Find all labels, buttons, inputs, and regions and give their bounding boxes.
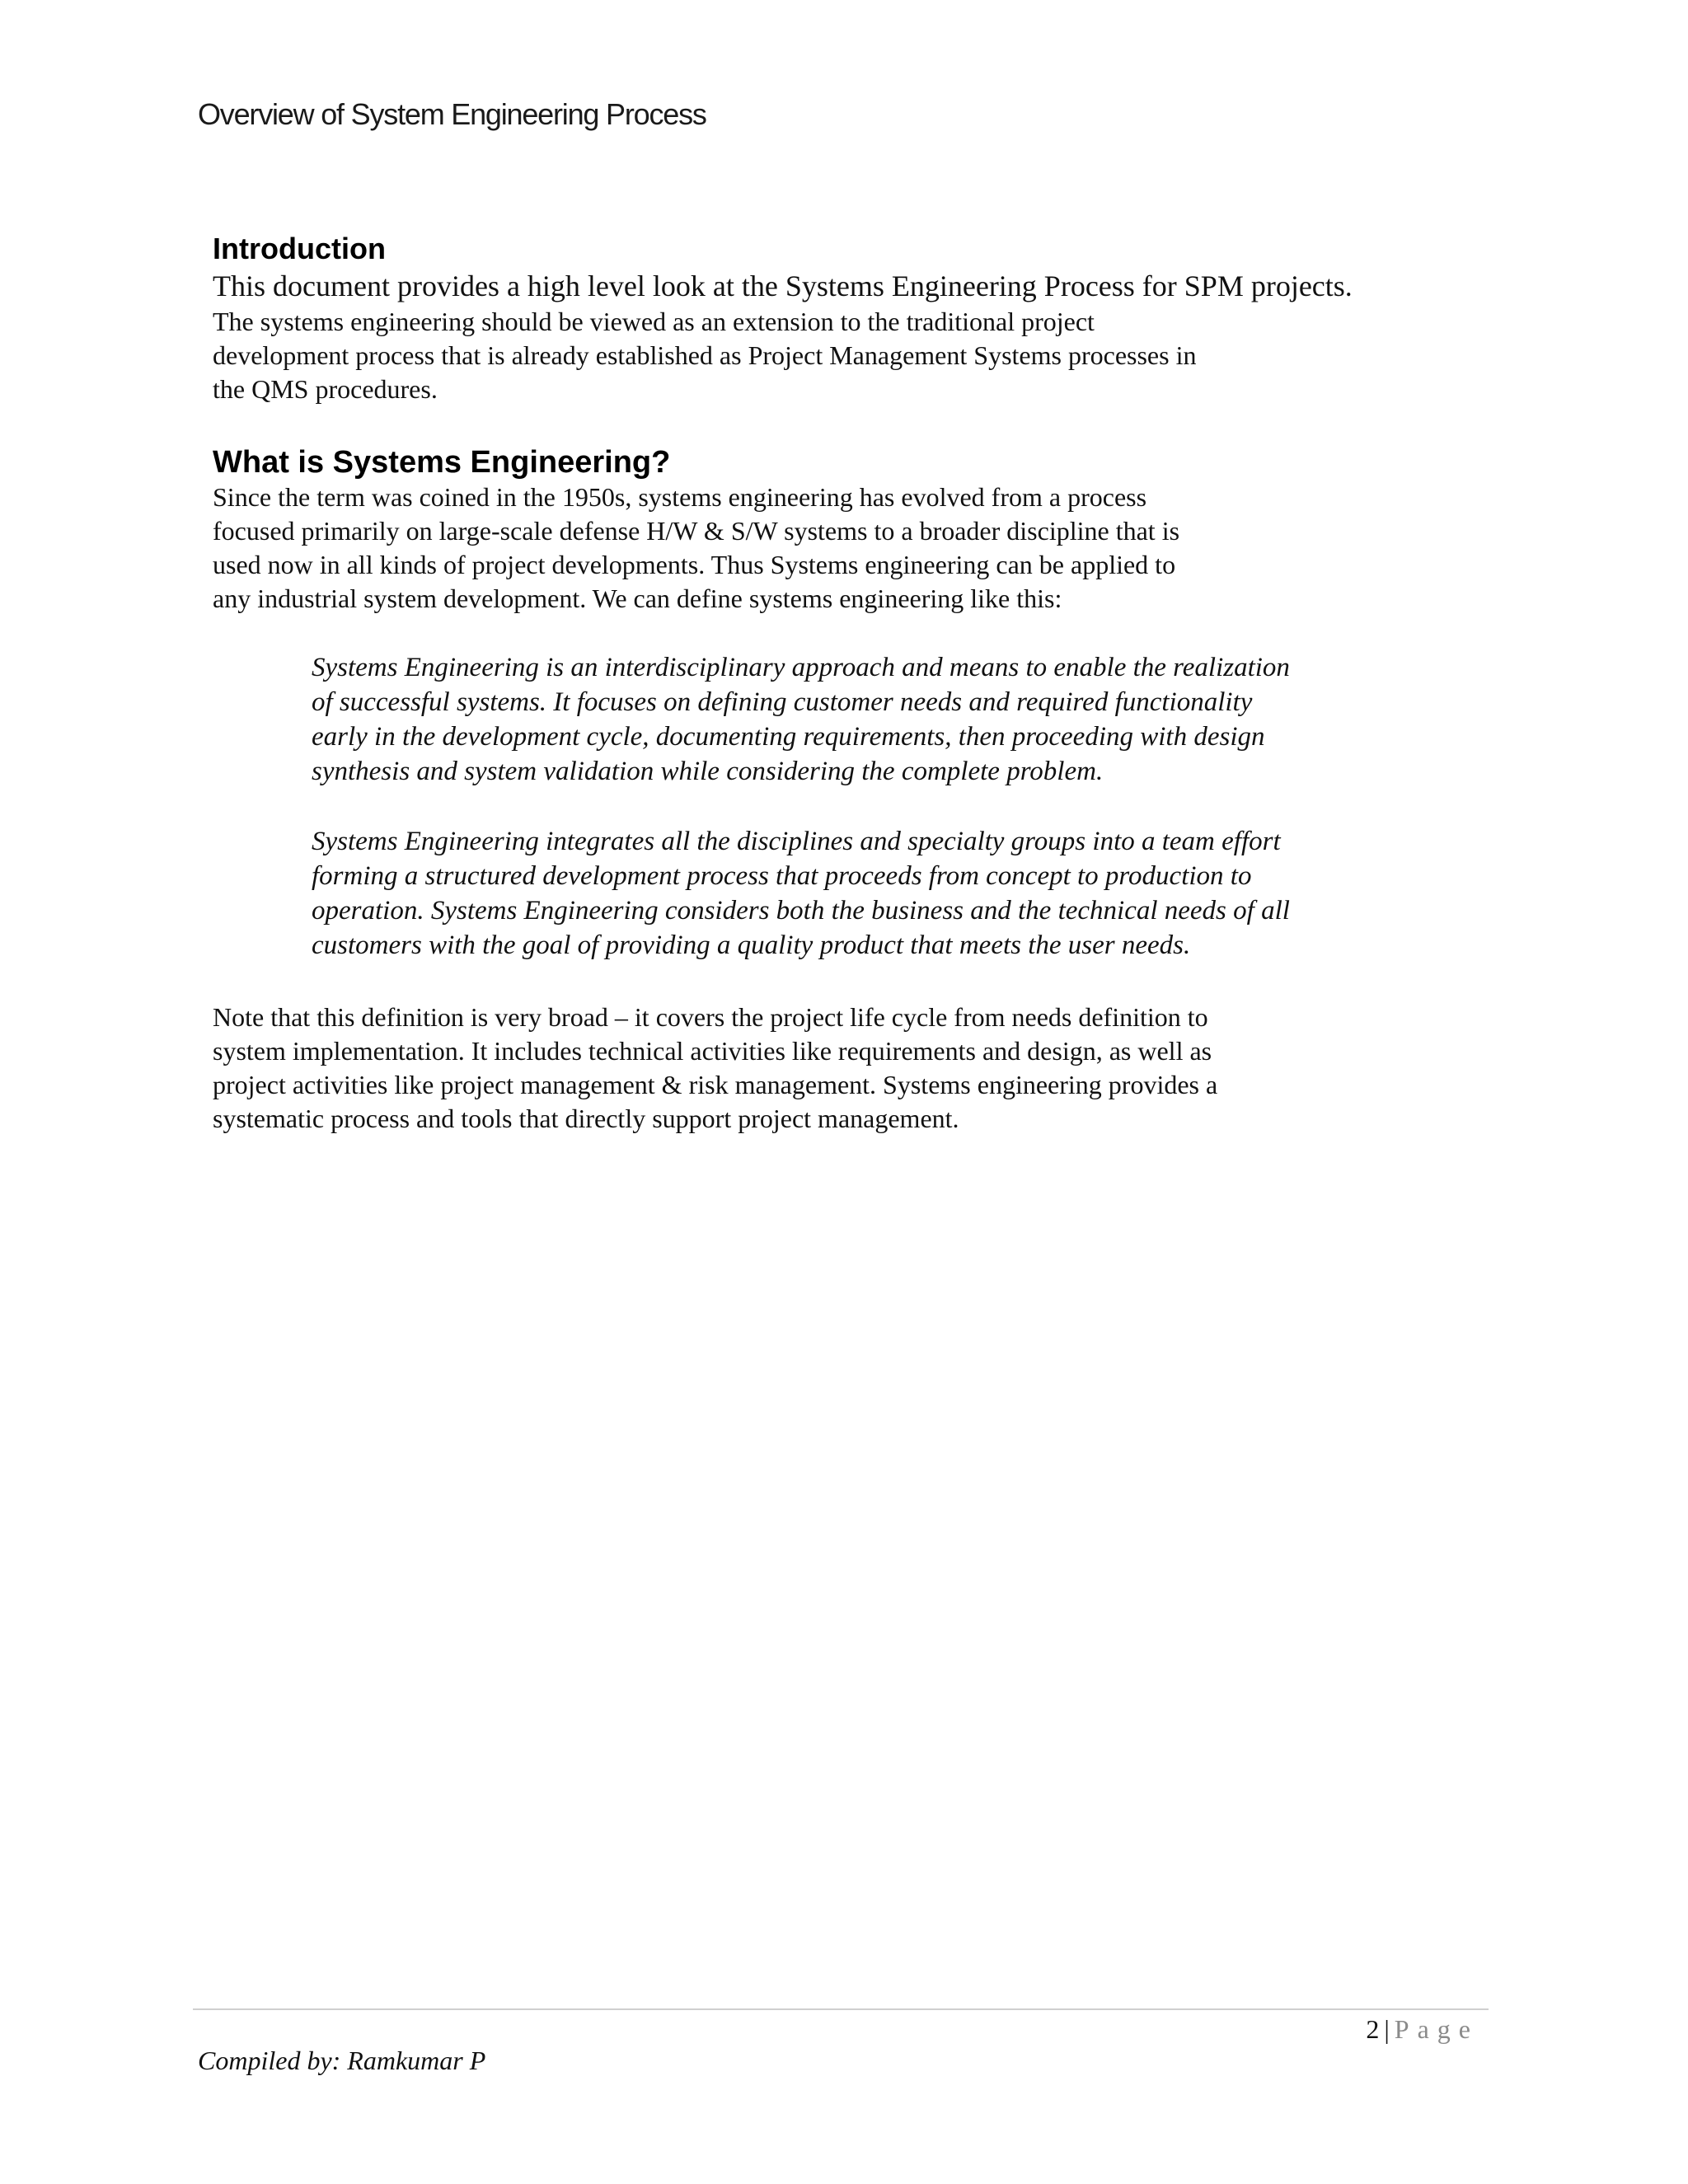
page-number (1366, 2014, 1479, 2045)
definition-quote-paragraph (312, 824, 1498, 963)
running-header: Overview of System Engineering Process (198, 97, 706, 131)
quote-line: Systems Engineering integrates all the disciplines and specialty groups into a team effort (312, 827, 1281, 856)
quote-line: of successful systems. It focuses on defining customer needs and required functionality (312, 687, 1253, 717)
page-number-value: 2 (1366, 2014, 1380, 2044)
quote-line: operation. Systems Engineering considers both the business and the technical needs of all (312, 896, 1290, 926)
introduction-paragraph (213, 267, 1498, 406)
page-word-label: Page (1394, 2014, 1479, 2044)
quote-line: customers with the goal of providing a quality product that meets the user needs. (312, 930, 1191, 960)
what-is-se-heading: What is Systems Engineering? (213, 445, 671, 480)
what-is-se-paragraph (213, 480, 1498, 616)
note-line: project activities like project management & risk management. Systems engineering provides a (213, 1070, 1218, 1099)
what-is-se-line: used now in all kinds of project developments. Thus Systems engineering can be applied to (213, 550, 1176, 579)
quote-line: forming a structured development process that proceeds from concept to production to (312, 861, 1252, 891)
introduction-line: development process that is already established as Project Management Systems processes in (213, 340, 1197, 370)
definition-quote-block (312, 650, 1498, 963)
definition-quote-paragraph (312, 650, 1498, 789)
quote-line: Systems Engineering is an interdisciplinary approach and means to enable the realization (312, 653, 1290, 682)
quote-line: synthesis and system validation while considering the complete problem. (312, 757, 1104, 786)
what-is-se-line: Since the term was coined in the 1950s, systems engineering has evolved from a process (213, 482, 1147, 512)
introduction-heading: Introduction (213, 232, 386, 265)
note-line: Note that this definition is very broad – it covers the project life cycle from needs definition to (213, 1002, 1208, 1032)
footer-divider (193, 2008, 1489, 2010)
page-content (213, 231, 1498, 1136)
what-is-se-line: any industrial system development. We can define systems engineering like this: (213, 583, 1062, 613)
introduction-line: the QMS procedures. (213, 374, 438, 404)
quote-line: early in the development cycle, documenting requirements, then proceeding with design (312, 722, 1265, 752)
introduction-line: This document provides a high level look at the Systems Engineering Process for SPM projects. (213, 269, 1353, 302)
note-line: systematic process and tools that directly support project management. (213, 1104, 959, 1133)
page-number-separator: | (1384, 2014, 1390, 2044)
compiled-by-footer: Compiled by: Ramkumar P (198, 2046, 486, 2075)
note-paragraph (213, 1001, 1498, 1136)
introduction-line: The systems engineering should be viewed as an extension to the traditional project (213, 307, 1095, 336)
what-is-se-line: focused primarily on large-scale defense H/W & S/W systems to a broader discipline that is (213, 516, 1180, 546)
note-line: system implementation. It includes technical activities like requirements and design, as well as (213, 1036, 1212, 1066)
